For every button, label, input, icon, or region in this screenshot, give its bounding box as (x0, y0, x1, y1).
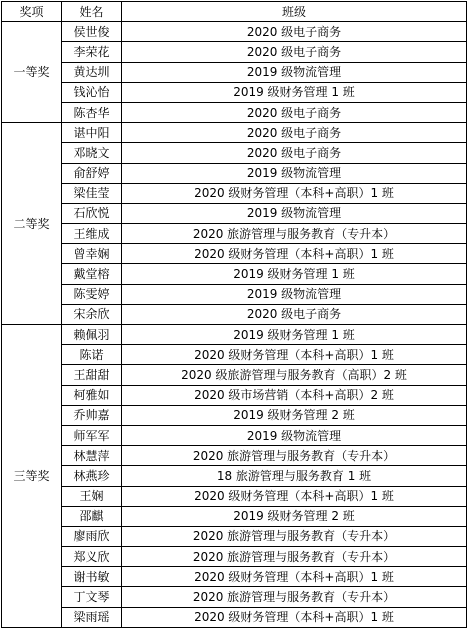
table-row (2, 82, 467, 102)
class-column-header: 班级 (122, 2, 467, 22)
class-name-cell: 2019 级财务管理 1 班 (122, 325, 467, 345)
student-name-cell: 陈杏华 (62, 102, 122, 122)
student-name-cell: 钱沁怡 (62, 82, 122, 102)
table-row (2, 567, 467, 587)
student-name-cell: 黄达圳 (62, 62, 122, 82)
table-row (2, 587, 467, 607)
student-name-cell: 陈雯婷 (62, 284, 122, 304)
student-name-cell: 王甜甜 (62, 365, 122, 385)
table-row (2, 325, 467, 345)
class-name-cell: 2020 级电子商务 (122, 143, 467, 163)
student-name-cell: 乔帅嘉 (62, 405, 122, 425)
table-row (2, 203, 467, 223)
class-name-cell: 2019 级物流管理 (122, 163, 467, 183)
table-row (2, 42, 467, 62)
table-row (2, 284, 467, 304)
student-name-cell: 陈诺 (62, 345, 122, 365)
student-name-cell: 梁佳莹 (62, 183, 122, 203)
student-name-cell: 俞舒婷 (62, 163, 122, 183)
student-name-cell: 曾幸娴 (62, 244, 122, 264)
class-name-cell: 2020 级电子商务 (122, 102, 467, 122)
student-name-cell: 廖雨欣 (62, 526, 122, 546)
table-row (2, 547, 467, 567)
class-name-cell: 2020 旅游管理与服务教育（专升本） (122, 526, 467, 546)
student-name-cell: 谌中阳 (62, 123, 122, 143)
student-name-cell: 师军军 (62, 425, 122, 445)
table-row (2, 486, 467, 506)
student-name-cell: 邵麒 (62, 506, 122, 526)
table-body (2, 22, 467, 628)
table-row (2, 345, 467, 365)
student-name-cell: 丁文琴 (62, 587, 122, 607)
table-row (2, 102, 467, 122)
class-name-cell: 18 旅游管理与服务教育 1 班 (122, 466, 467, 486)
student-name-cell: 赖佩羽 (62, 325, 122, 345)
award-level-cell: 一等奖 (2, 22, 62, 123)
award-column-header: 奖项 (2, 2, 62, 22)
class-name-cell: 2019 级财务管理 1 班 (122, 264, 467, 284)
table-row (2, 425, 467, 445)
student-name-cell: 邓晓文 (62, 143, 122, 163)
student-name-cell: 林燕珍 (62, 466, 122, 486)
header-row (2, 2, 467, 22)
student-name-cell: 宋余欣 (62, 304, 122, 324)
student-name-cell: 郑义欣 (62, 547, 122, 567)
student-name-cell: 王维成 (62, 224, 122, 244)
table-row (2, 304, 467, 324)
table-row (2, 163, 467, 183)
table-row (2, 123, 467, 143)
table-row (2, 466, 467, 486)
class-name-cell: 2020 旅游管理与服务教育（专升本） (122, 446, 467, 466)
class-name-cell: 2020 级旅游管理与服务教育（高职）2 班 (122, 365, 467, 385)
student-name-cell: 柯雅如 (62, 385, 122, 405)
student-name-cell: 李荣花 (62, 42, 122, 62)
class-name-cell: 2020 级财务管理（本科+高职）1 班 (122, 244, 467, 264)
class-name-cell: 2020 级财务管理（本科+高职）1 班 (122, 345, 467, 365)
class-name-cell: 2019 级物流管理 (122, 284, 467, 304)
table-row (2, 365, 467, 385)
table-header (2, 2, 467, 22)
class-name-cell: 2019 级物流管理 (122, 425, 467, 445)
table-row (2, 143, 467, 163)
student-name-cell: 谢书敏 (62, 567, 122, 587)
table-row (2, 224, 467, 244)
class-name-cell: 2020 级电子商务 (122, 123, 467, 143)
table-row (2, 385, 467, 405)
table-row (2, 22, 467, 42)
class-name-cell: 2019 级物流管理 (122, 62, 467, 82)
class-name-cell: 2019 级物流管理 (122, 203, 467, 223)
class-name-cell: 2019 级财务管理 1 班 (122, 82, 467, 102)
class-name-cell: 2019 级财务管理 2 班 (122, 506, 467, 526)
class-name-cell: 2020 级电子商务 (122, 42, 467, 62)
class-name-cell: 2020 旅游管理与服务教育（专升本） (122, 587, 467, 607)
student-name-cell: 王娴 (62, 486, 122, 506)
class-name-cell: 2020 级财务管理（本科+高职）1 班 (122, 607, 467, 627)
class-name-cell: 2020 级电子商务 (122, 22, 467, 42)
class-name-cell: 2020 级市场营销（本科+高职）2 班 (122, 385, 467, 405)
class-name-cell: 2020 旅游管理与服务教育（专升本） (122, 224, 467, 244)
student-name-cell: 梁雨瑶 (62, 607, 122, 627)
student-name-cell: 侯世俊 (62, 22, 122, 42)
table-row (2, 526, 467, 546)
table-row (2, 506, 467, 526)
award-level-cell: 三等奖 (2, 325, 62, 628)
table-row (2, 264, 467, 284)
student-name-cell: 石欣悦 (62, 203, 122, 223)
name-column-header: 姓名 (62, 2, 122, 22)
table-row (2, 244, 467, 264)
class-name-cell: 2019 级财务管理 2 班 (122, 405, 467, 425)
table-row (2, 405, 467, 425)
award-level-cell: 二等奖 (2, 123, 62, 325)
award-list-table (1, 1, 467, 628)
class-name-cell: 2020 级财务管理（本科+高职）1 班 (122, 183, 467, 203)
table-row (2, 62, 467, 82)
student-name-cell: 戴堂榕 (62, 264, 122, 284)
class-name-cell: 2020 级财务管理（本科+高职）1 班 (122, 567, 467, 587)
table-row (2, 607, 467, 627)
class-name-cell: 2020 级电子商务 (122, 304, 467, 324)
table-row (2, 183, 467, 203)
class-name-cell: 2020 旅游管理与服务教育（专升本） (122, 547, 467, 567)
table-row (2, 446, 467, 466)
class-name-cell: 2020 级财务管理（本科+高职）1 班 (122, 486, 467, 506)
student-name-cell: 林慧萍 (62, 446, 122, 466)
